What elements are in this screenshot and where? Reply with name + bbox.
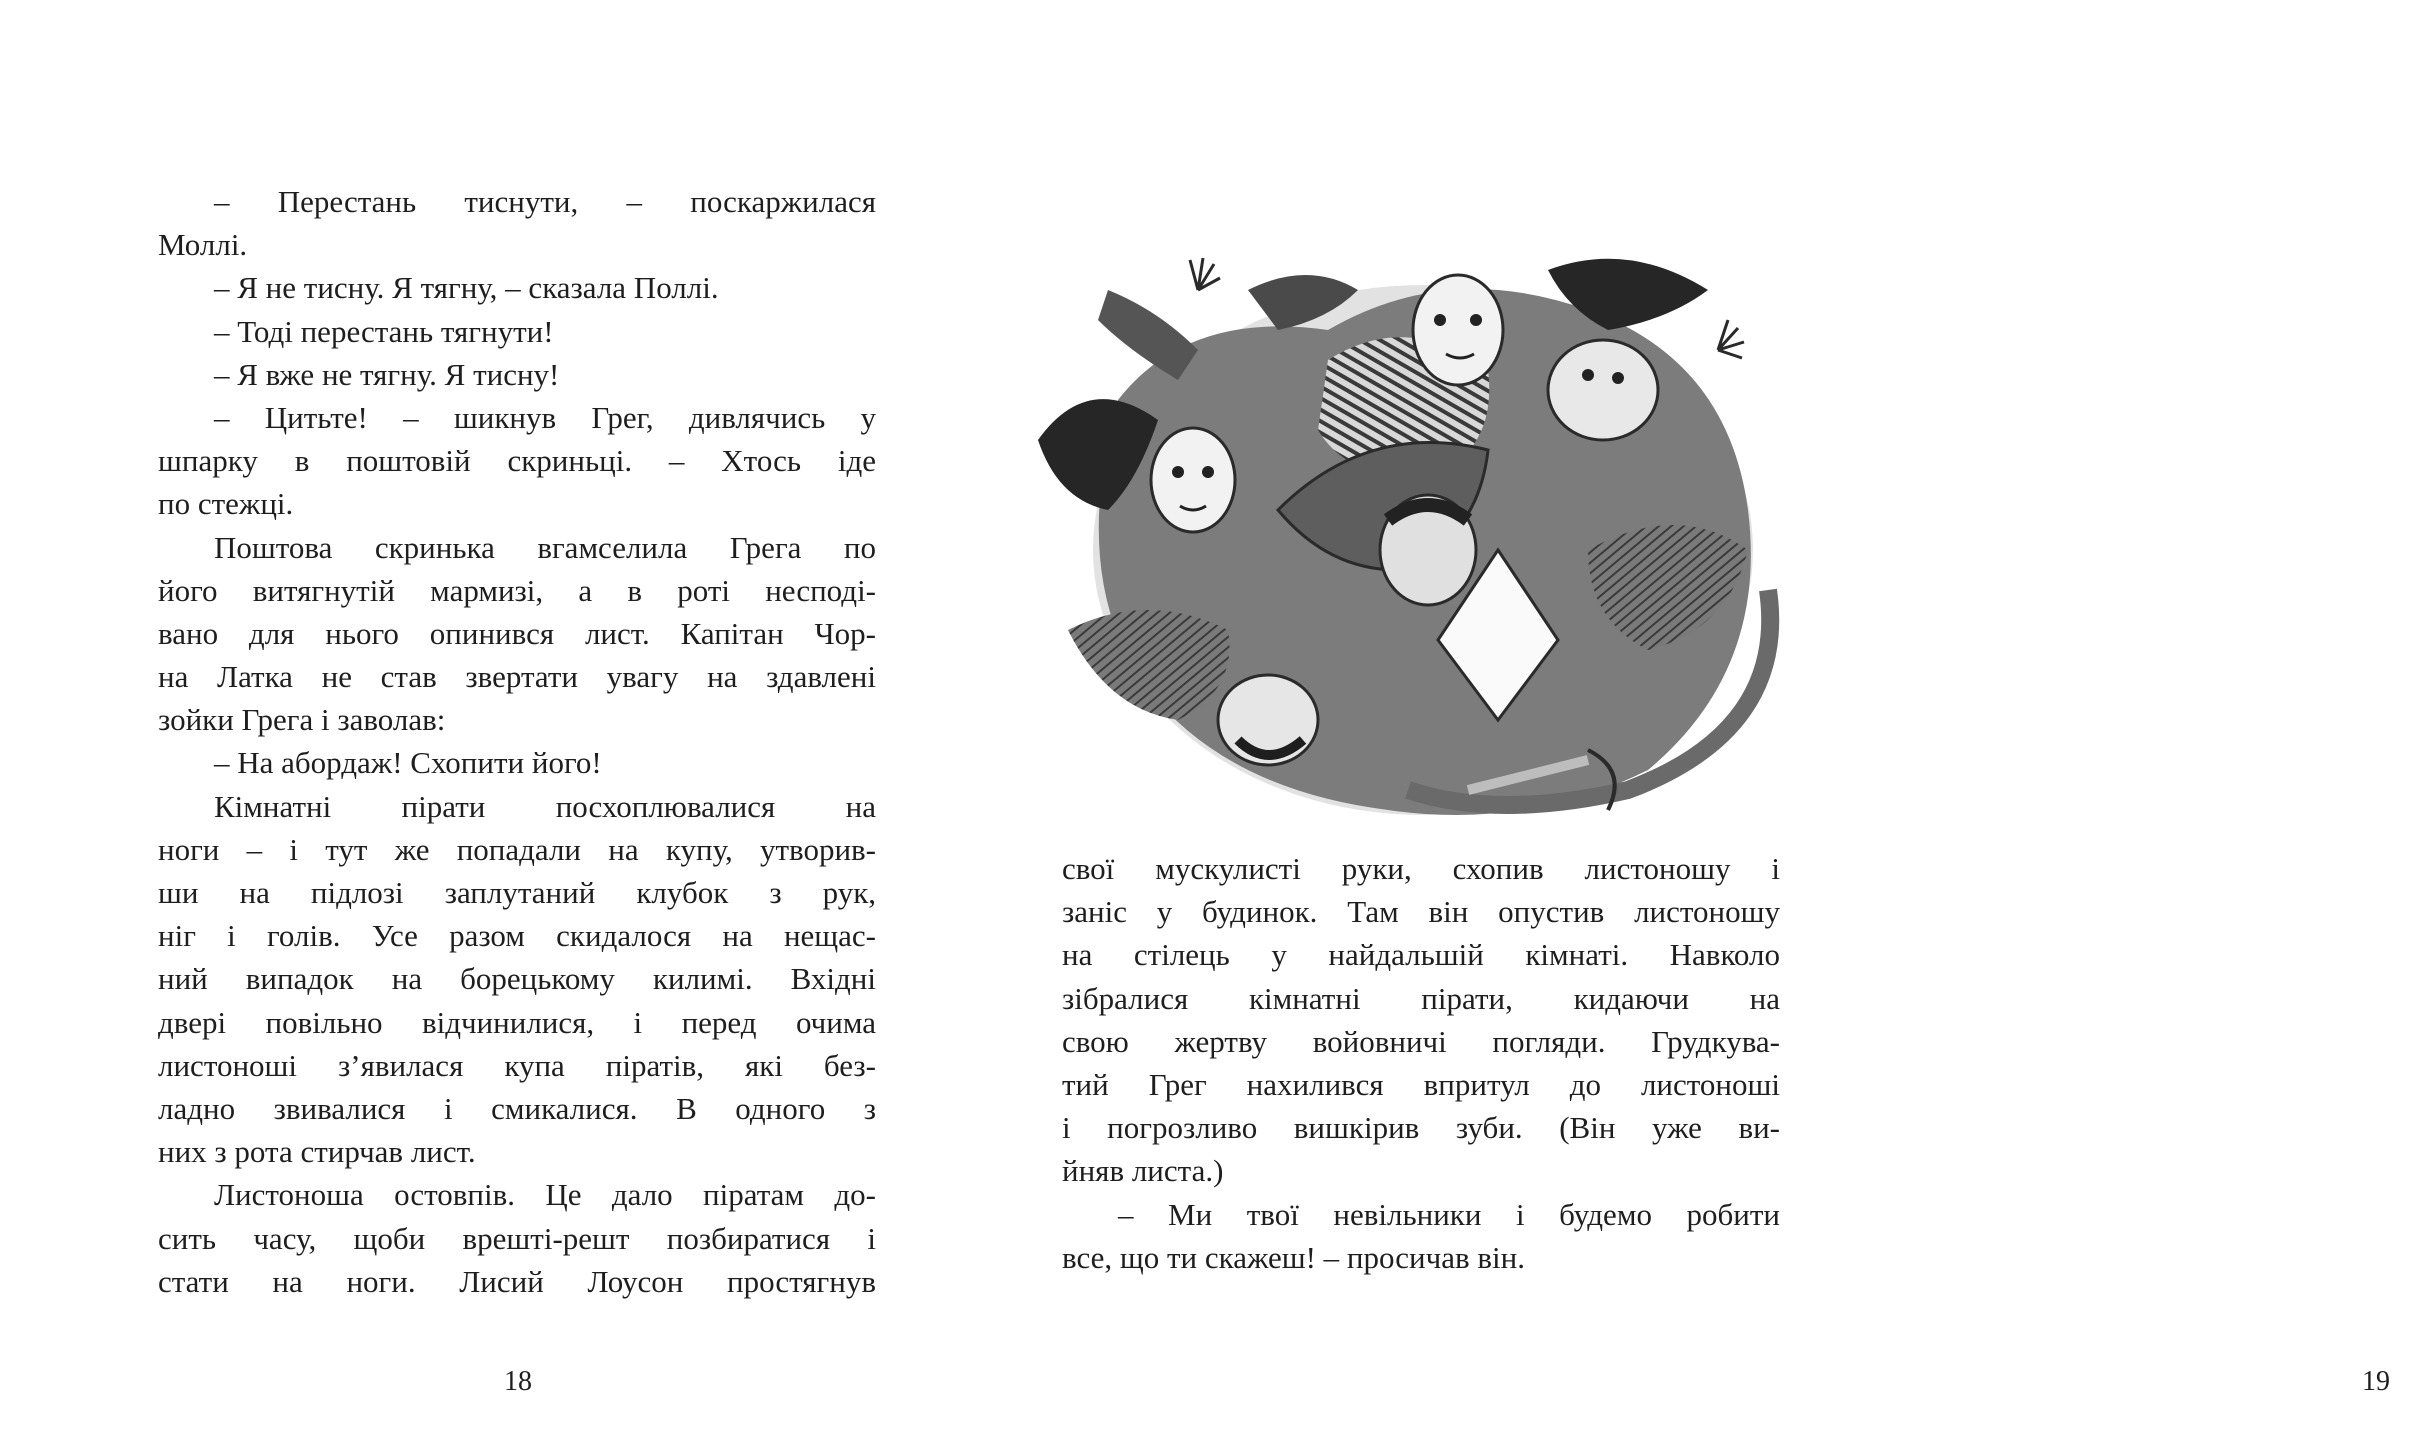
text-line: на стілець у найдальшій кімнаті. Навколо xyxy=(1062,937,1780,973)
text-line: все, що ти скажеш! – просичав він. xyxy=(1062,1239,1525,1275)
paragraph-first-line: Кімнатні пірати посхоплювалися на xyxy=(214,788,876,824)
text-line: ноги – і тут же попадали на купу, утворив- xyxy=(158,831,876,867)
pirates-illustration xyxy=(1028,250,1808,830)
paragraph-first-line: – Ми твої невільники і будемо робити xyxy=(1118,1196,1780,1232)
left-page xyxy=(0,0,960,1449)
text-line: на Латка не став звертати увагу на здавлені xyxy=(158,659,876,695)
text-line: ши на підлозі заплутаний клубок з рук, xyxy=(158,875,876,910)
text-line: стати на ноги. Лисий Лоусон простягнув xyxy=(158,1263,876,1299)
paragraph-first-line: Поштова скринька вгамселила Грега по xyxy=(214,529,876,565)
left-page-text xyxy=(158,180,876,1303)
text-line: ний випадок на борецькому килимі. Вхідні xyxy=(158,961,876,997)
text-line: по стежці. xyxy=(158,486,294,522)
text-line: листоноші з’явилася купа піратів, які без- xyxy=(158,1047,876,1083)
text-line: вано для нього опинився лист. Капітан Чор- xyxy=(158,615,876,651)
paragraph-first-line: Листоноша остовпів. Це дало піратам до- xyxy=(214,1177,876,1213)
text-line: тий Грег нахилився впритул до листоноші xyxy=(1062,1066,1780,1102)
paragraph-first-line: – Тоді перестань тягнути! xyxy=(214,313,554,349)
text-line: сить часу, щоби врешті-решт позбиратися і xyxy=(158,1220,876,1256)
text-line: йняв листа.) xyxy=(1062,1153,1224,1189)
paragraph-first-line: – Я вже не тягну. Я тисну! xyxy=(214,356,560,392)
text-line: і погрозливо вишкірив зуби. (Він уже ви- xyxy=(1062,1110,1780,1146)
text-line: зойки Грега і заволав: xyxy=(158,702,446,738)
text-line: заніс у будинок. Там він опустив листоношу xyxy=(1062,894,1780,930)
right-page-text xyxy=(1062,847,1780,1279)
text-line: зібралися кімнатні пірати, кидаючи на xyxy=(1062,980,1780,1016)
pirates-illustration-image xyxy=(1028,250,1808,830)
page-number-left: 18 xyxy=(504,1366,532,1397)
text-line: свою жертву войовничі погляди. Грудкува- xyxy=(1062,1023,1780,1059)
paragraph-first-line: – Цитьте! – шикнув Грег, дивлячись у xyxy=(214,399,876,435)
text-line: ладно звивалися і смикалися. В одного з xyxy=(158,1090,876,1126)
text-line: шпарку в поштовій скриньці. – Хтось іде xyxy=(158,443,876,479)
text-line: двері повільно відчинилися, і перед очима xyxy=(158,1004,876,1040)
paragraph-first-line: – На абордаж! Схопити його! xyxy=(214,745,602,781)
text-line: них з рота стирчав лист. xyxy=(158,1134,476,1170)
text-line: Моллі. xyxy=(158,227,248,263)
page-number-right: 19 xyxy=(2362,1366,2390,1397)
text-line: його витягнутій мармизі, а в роті несподі- xyxy=(158,572,876,608)
text-line: ніг і голів. Усе разом скидалося на нещас- xyxy=(158,918,876,954)
paragraph-first-line: – Перестань тиснути, – поскаржилася xyxy=(214,184,876,219)
text-line: свої мускулисті руки, схопив листоношу і xyxy=(1062,851,1780,886)
paragraph-first-line: – Я не тисну. Я тягну, – сказала Поллі. xyxy=(214,270,719,306)
